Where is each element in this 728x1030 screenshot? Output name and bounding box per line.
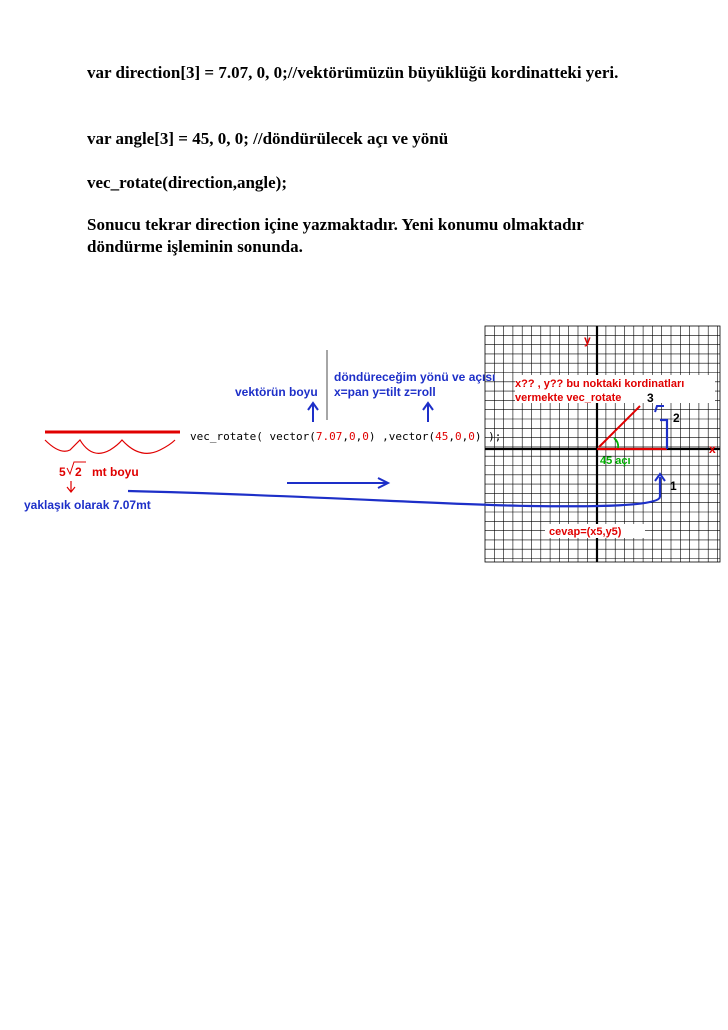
paragraph-vec-rotate-call: vec_rotate(direction,angle); [87, 173, 287, 192]
grid-question-line1: x?? , y?? bu noktaki kordinatları [515, 378, 685, 390]
approx-value-label: yaklaşık olarak 7.07mt [24, 498, 151, 512]
paragraph-angle: var angle[3] = 45, 0, 0; //döndürülecek açı ve yönü [87, 129, 449, 148]
sqrt-suffix: mt boyu [92, 465, 139, 479]
angle-label: 45 açı [600, 455, 631, 467]
down-arrow-icon [67, 481, 75, 492]
vector-length-label: vektörün boyu [235, 385, 318, 399]
sqrt-coefficient: 5 [59, 465, 66, 479]
grid-question-line2: vermekte vec_rotate [515, 392, 622, 404]
step-2-label: 2 [673, 411, 680, 425]
vector-length-arrow-icon [308, 403, 318, 422]
step-3-label: 3 [647, 391, 654, 405]
code-angle-zero-2: 0 [468, 430, 475, 443]
y-axis-label: y [584, 333, 591, 347]
code-mid: ) ,vector( [368, 430, 436, 443]
answer-label: cevap=(x5,y5) [549, 526, 622, 538]
sqrt-radicand: 2 [75, 465, 82, 479]
x-axis-label: x [709, 442, 716, 456]
approx-brace [45, 440, 175, 453]
rotation-label: döndüreceğim yönü ve açısı [334, 370, 496, 384]
paragraph-result-explanation: Sonucu tekrar direction içine yazmaktadır. Yeni konumu olmaktadır döndürme işleminin sonunda. [87, 215, 584, 256]
step-1-label: 1 [670, 479, 677, 493]
axes-mapping-label: x=pan y=tilt z=roll [334, 385, 436, 399]
code-angle-zero-1: 0 [454, 430, 462, 443]
code-end: ) ); [474, 430, 502, 443]
code-angle-value: 45 [435, 430, 449, 443]
paragraph-direction: var direction[3] = 7.07, 0, 0;//vektörümüzün büyüklüğü kordinatteki yeri. [87, 63, 619, 82]
code-vector-zero-1: 0 [348, 430, 356, 443]
code-sep-2: , [355, 430, 363, 443]
code-vector-value: 7.07 [315, 430, 343, 443]
code-snippet [190, 430, 501, 443]
code-prefix: vec_rotate( vector( [190, 430, 316, 443]
code-sep-3: , [448, 430, 455, 443]
rotation-arrow-icon [423, 403, 433, 422]
code-sep-4: , [461, 430, 469, 443]
code-sep-1: , [342, 430, 349, 443]
code-vector-zero-2: 0 [362, 430, 369, 443]
